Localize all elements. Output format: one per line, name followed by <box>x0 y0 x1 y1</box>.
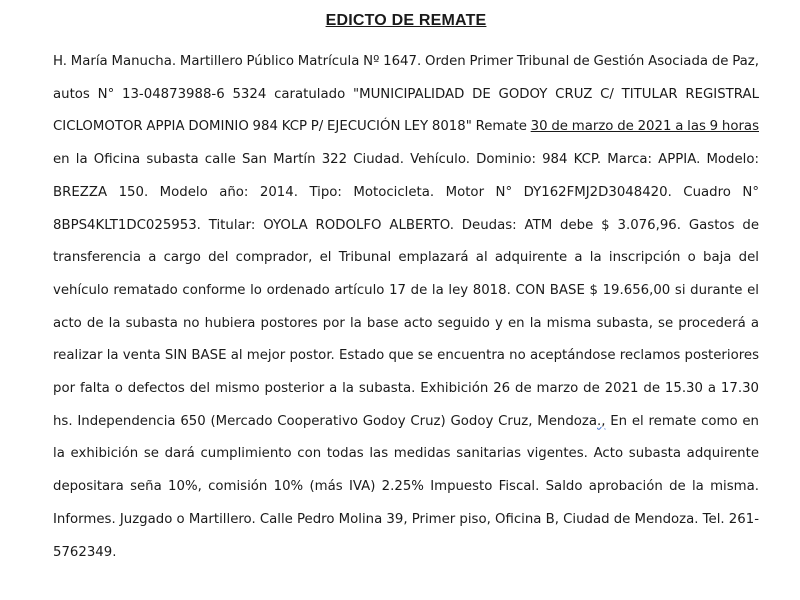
document-page <box>53 10 759 569</box>
body-segment-closing: En el remate como en la exhibición se dará cumplimiento con todas las medidas sanitarias vigentes. Acto subasta adquirente depositara seña 10%, comisión 10% (más IVA) 2.25% Impuesto Fiscal. Saldo aprobación de la misma. Informes. Juzgado o Martillero. Calle Pedro Molina 39, Primer piso, Oficina B, Ciudad de Mendoza. Tel. 261-5762349. <box>53 413 759 560</box>
body-segment-details: en la Oficina subasta calle San Martín 322 Ciudad. Vehículo. Dominio: 984 KCP. Marca: APPIA. Modelo: BREZZA 150. Modelo año: 2014. Tipo: Motocicleta. Motor N° DY162FMJ2D3048420. Cuadro N° 8BPS4KLT1DC025953. Titular: OYOLA RODOLFO ALBERTO. Deudas: ATM debe $ 3.076,96. Gastos de transferencia a cargo del comprador, el Tribunal emplazará al adquirente a la inscripción o baja del vehículo rematado conforme lo ordenado artículo 17 de la ley 8018. CON BASE $ 19.656,00 si durante el acto de la subasta no hubiera postores por la base acto seguido y en la misma subasta, se procederá a realizar la venta SIN BASE al mejor postor. Estado que se encuentra no aceptándose reclamos posteriores por falta o defectos del mismo posterior a la subasta. Exhibición 26 de marzo de 2021 de 15.30 a 17.30 hs. Independencia 650 (Mercado Cooperativo Godoy Cruz) Godoy Cruz, Mendoza <box>53 152 759 429</box>
document-title: EDICTO DE REMATE <box>325 12 487 29</box>
spellcheck-mark[interactable]: ., <box>597 413 606 429</box>
auction-date: 30 de marzo de 2021 a las 9 horas <box>530 119 759 135</box>
edict-body <box>53 46 759 569</box>
body-segment-intro: H. María Manucha. Martillero Público Matrícula Nº 1647. Orden Primer Tribunal de Gestión Asociada de Paz, autos N° 13-04873988-6 5324 caratulado "MUNICIPALIDAD DE GODOY CRUZ C/ TITULAR REGISTRAL CICLOMOTOR APPIA DOMINIO 984 KCP P/ EJECUCIÓN LEY 8018" Remate <box>53 54 759 135</box>
